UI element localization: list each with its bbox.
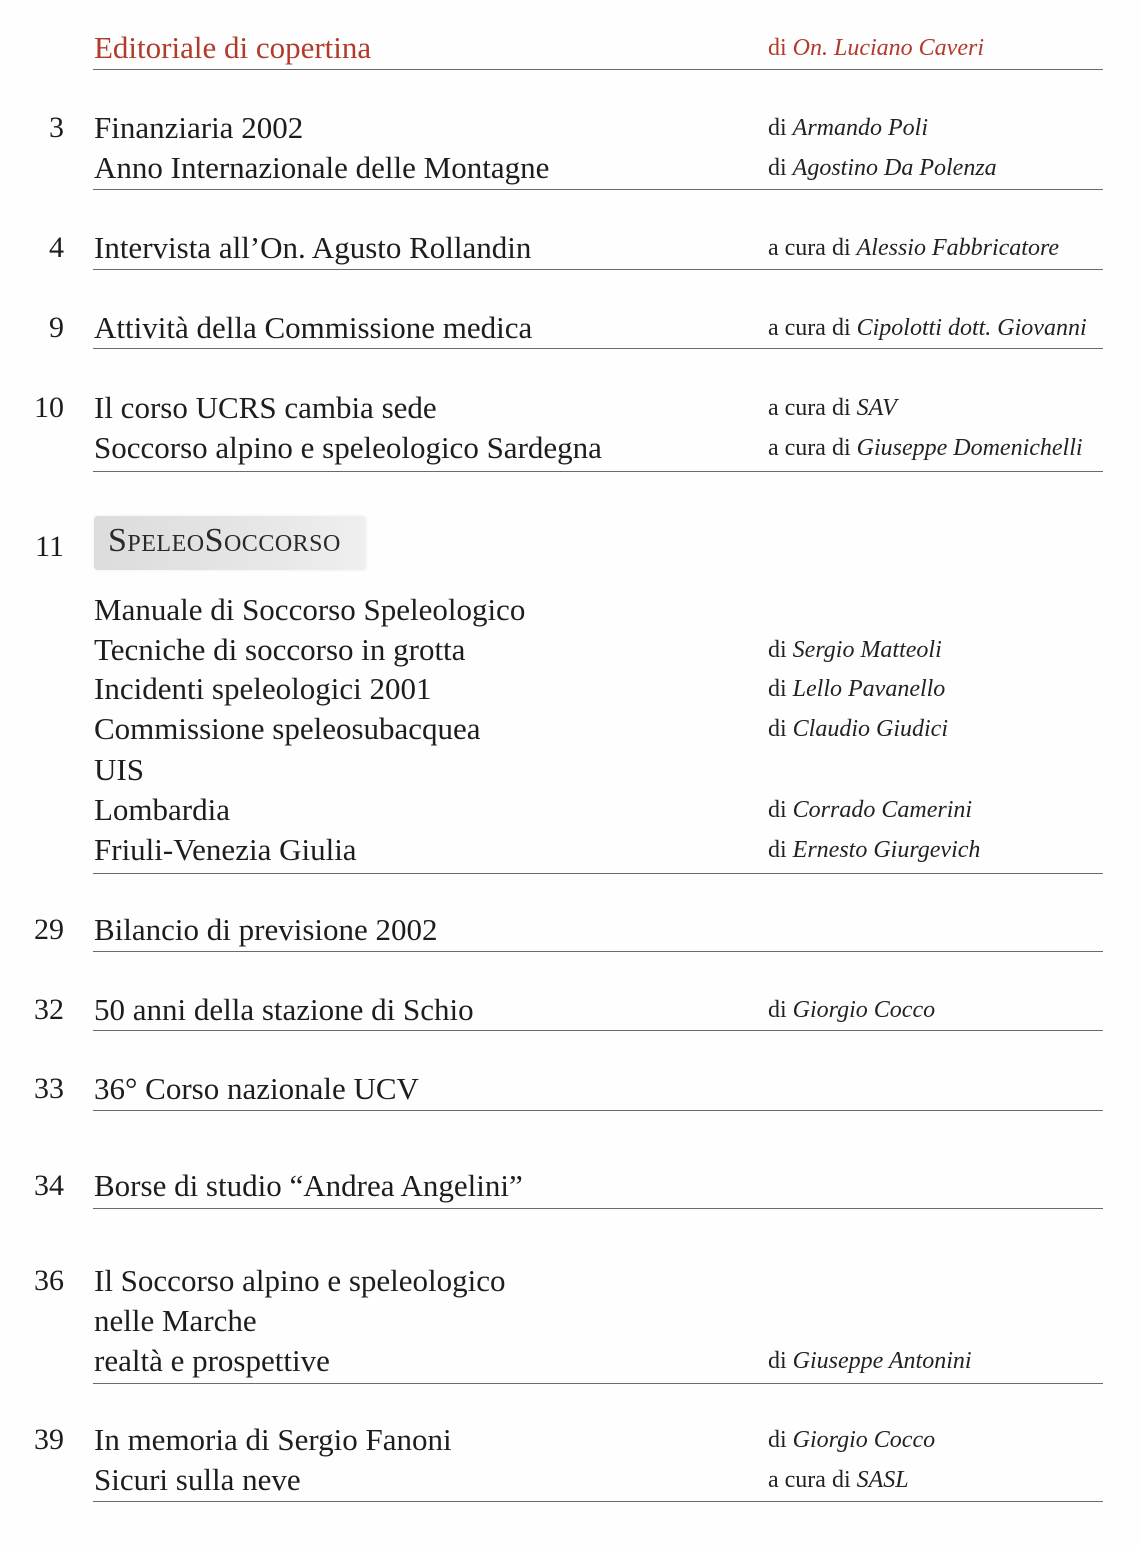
page-number: 33 <box>34 1072 64 1105</box>
logo-text: SpeleoSoccorso <box>108 522 341 559</box>
byline <box>768 709 948 749</box>
toc-line <box>0 308 1140 348</box>
page-number: 32 <box>34 993 64 1026</box>
toc-line <box>0 669 1140 709</box>
article-title: nelle Marche <box>94 1303 257 1338</box>
divider <box>93 69 1103 70</box>
divider <box>93 1208 1103 1209</box>
byline-prefix: a cura di <box>768 1467 857 1493</box>
byline-author: Giorgio Cocco <box>792 997 936 1023</box>
divider <box>93 951 1103 952</box>
toc-line <box>0 388 1140 428</box>
byline <box>768 228 1059 268</box>
toc-line <box>0 1420 1140 1460</box>
editorial-row <box>0 28 1140 68</box>
article-title: Anno Internazionale delle Montagne <box>94 150 550 185</box>
divider <box>93 269 1103 270</box>
page-number: 3 <box>49 111 64 144</box>
toc-line <box>0 630 1140 670</box>
article-title: Commissione speleosubacquea <box>94 711 481 746</box>
page-number: 34 <box>34 1169 64 1202</box>
toc-line <box>0 428 1140 468</box>
article-title: Il Soccorso alpino e speleologico <box>94 1263 506 1298</box>
article-title: Finanziaria 2002 <box>94 110 304 145</box>
byline <box>768 830 980 870</box>
speleosoccorso-logo <box>94 516 366 570</box>
byline <box>768 1460 909 1500</box>
byline-prefix: di <box>768 837 793 863</box>
article-title: UIS <box>94 752 144 787</box>
article-title: Attività della Commissione medica <box>94 310 533 345</box>
toc-line <box>0 108 1140 148</box>
byline-prefix: di <box>768 716 793 742</box>
toc-line <box>0 590 1140 630</box>
page-number: 39 <box>34 1423 64 1456</box>
article-title: 36° Corso nazionale UCV <box>94 1071 419 1106</box>
byline-prefix: di <box>768 35 793 61</box>
byline-author: Giuseppe Domenichelli <box>856 435 1083 461</box>
byline <box>768 630 942 670</box>
byline <box>768 308 1087 348</box>
toc-line <box>0 1460 1140 1500</box>
article-title: Lombardia <box>94 792 231 827</box>
byline <box>768 108 928 148</box>
byline-author: SASL <box>856 1467 909 1493</box>
article-title: Incidenti speleologici 2001 <box>94 671 432 706</box>
editorial-byline <box>768 28 984 68</box>
article-title: Manuale di Soccorso Speleologico <box>94 592 526 627</box>
byline-prefix: di <box>768 797 793 823</box>
byline-prefix: a cura di <box>768 395 857 421</box>
page-number: 11 <box>35 530 64 563</box>
article-title: Sicuri sulla neve <box>94 1462 301 1497</box>
byline-author: Claudio Giudici <box>792 716 949 742</box>
byline-author: Corrado Camerini <box>792 797 973 823</box>
byline-author: SAV <box>856 395 897 421</box>
toc-line <box>0 910 1140 950</box>
byline-author: Sergio Matteoli <box>792 637 942 663</box>
article-title: Il corso UCRS cambia sede <box>94 390 437 425</box>
byline-author: Cipolotti dott. Giovanni <box>856 315 1087 341</box>
article-title: Borse di studio “Andrea Angelini” <box>94 1168 523 1203</box>
byline <box>768 1341 972 1381</box>
byline-author: On. Luciano Caveri <box>792 35 984 61</box>
byline-author: Lello Pavanello <box>792 676 946 702</box>
page-number: 9 <box>49 311 64 344</box>
page-number: 36 <box>34 1264 64 1297</box>
byline-prefix: di <box>768 676 793 702</box>
toc-line <box>0 148 1140 188</box>
byline-prefix: di <box>768 997 793 1023</box>
byline-author: Agostino Da Polenza <box>792 155 997 181</box>
toc-line <box>0 1301 1140 1341</box>
byline-prefix: di <box>768 637 793 663</box>
article-title: Soccorso alpino e speleologico Sardegna <box>94 430 602 465</box>
article-title: Bilancio di previsione 2002 <box>94 912 438 947</box>
byline <box>768 790 972 830</box>
article-title: Friuli-Venezia Giulia <box>94 832 357 867</box>
article-title: Intervista all’On. Agusto Rollandin <box>94 230 532 265</box>
byline <box>768 669 945 709</box>
byline-author: Ernesto Giurgevich <box>792 837 981 863</box>
byline-author: Armando Poli <box>792 115 928 141</box>
toc-line <box>0 990 1140 1030</box>
article-title: Tecniche di soccorso in grotta <box>94 632 466 667</box>
byline-author: Alessio Fabbricatore <box>856 235 1060 261</box>
byline-prefix: di <box>768 115 793 141</box>
byline <box>768 148 997 188</box>
article-title: In memoria di Sergio Fanoni <box>94 1422 452 1457</box>
divider <box>93 189 1103 190</box>
byline-prefix: di <box>768 1348 793 1374</box>
divider <box>93 873 1103 874</box>
byline-author: Giuseppe Antonini <box>792 1348 972 1374</box>
divider <box>93 1383 1103 1384</box>
editorial-title: Editoriale di copertina <box>94 30 372 65</box>
page-number: 29 <box>34 913 64 946</box>
byline-author: Giorgio Cocco <box>792 1427 936 1453</box>
article-title: realtà e prospettive <box>94 1343 330 1378</box>
divider <box>93 348 1103 349</box>
byline <box>768 990 935 1030</box>
article-title: 50 anni della stazione di Schio <box>94 992 474 1027</box>
byline <box>768 388 897 428</box>
page-number: 10 <box>34 391 64 424</box>
byline-prefix: a cura di <box>768 435 857 461</box>
toc-line <box>0 830 1140 870</box>
byline-prefix: di <box>768 1427 793 1453</box>
toc-line <box>0 1166 1140 1206</box>
toc-line <box>0 790 1140 830</box>
byline-prefix: a cura di <box>768 235 857 261</box>
toc-line <box>0 1341 1140 1381</box>
toc-line <box>0 1069 1140 1109</box>
page-number: 4 <box>49 231 64 264</box>
toc-line <box>0 1261 1140 1301</box>
divider <box>93 1030 1103 1031</box>
toc-line <box>0 750 1140 790</box>
byline-prefix: a cura di <box>768 315 857 341</box>
byline-prefix: di <box>768 155 793 181</box>
divider <box>93 1501 1103 1502</box>
toc-line <box>0 228 1140 268</box>
byline <box>768 428 1083 468</box>
divider <box>93 1110 1103 1111</box>
byline <box>768 1420 935 1460</box>
divider <box>93 471 1103 472</box>
toc-line <box>0 709 1140 749</box>
